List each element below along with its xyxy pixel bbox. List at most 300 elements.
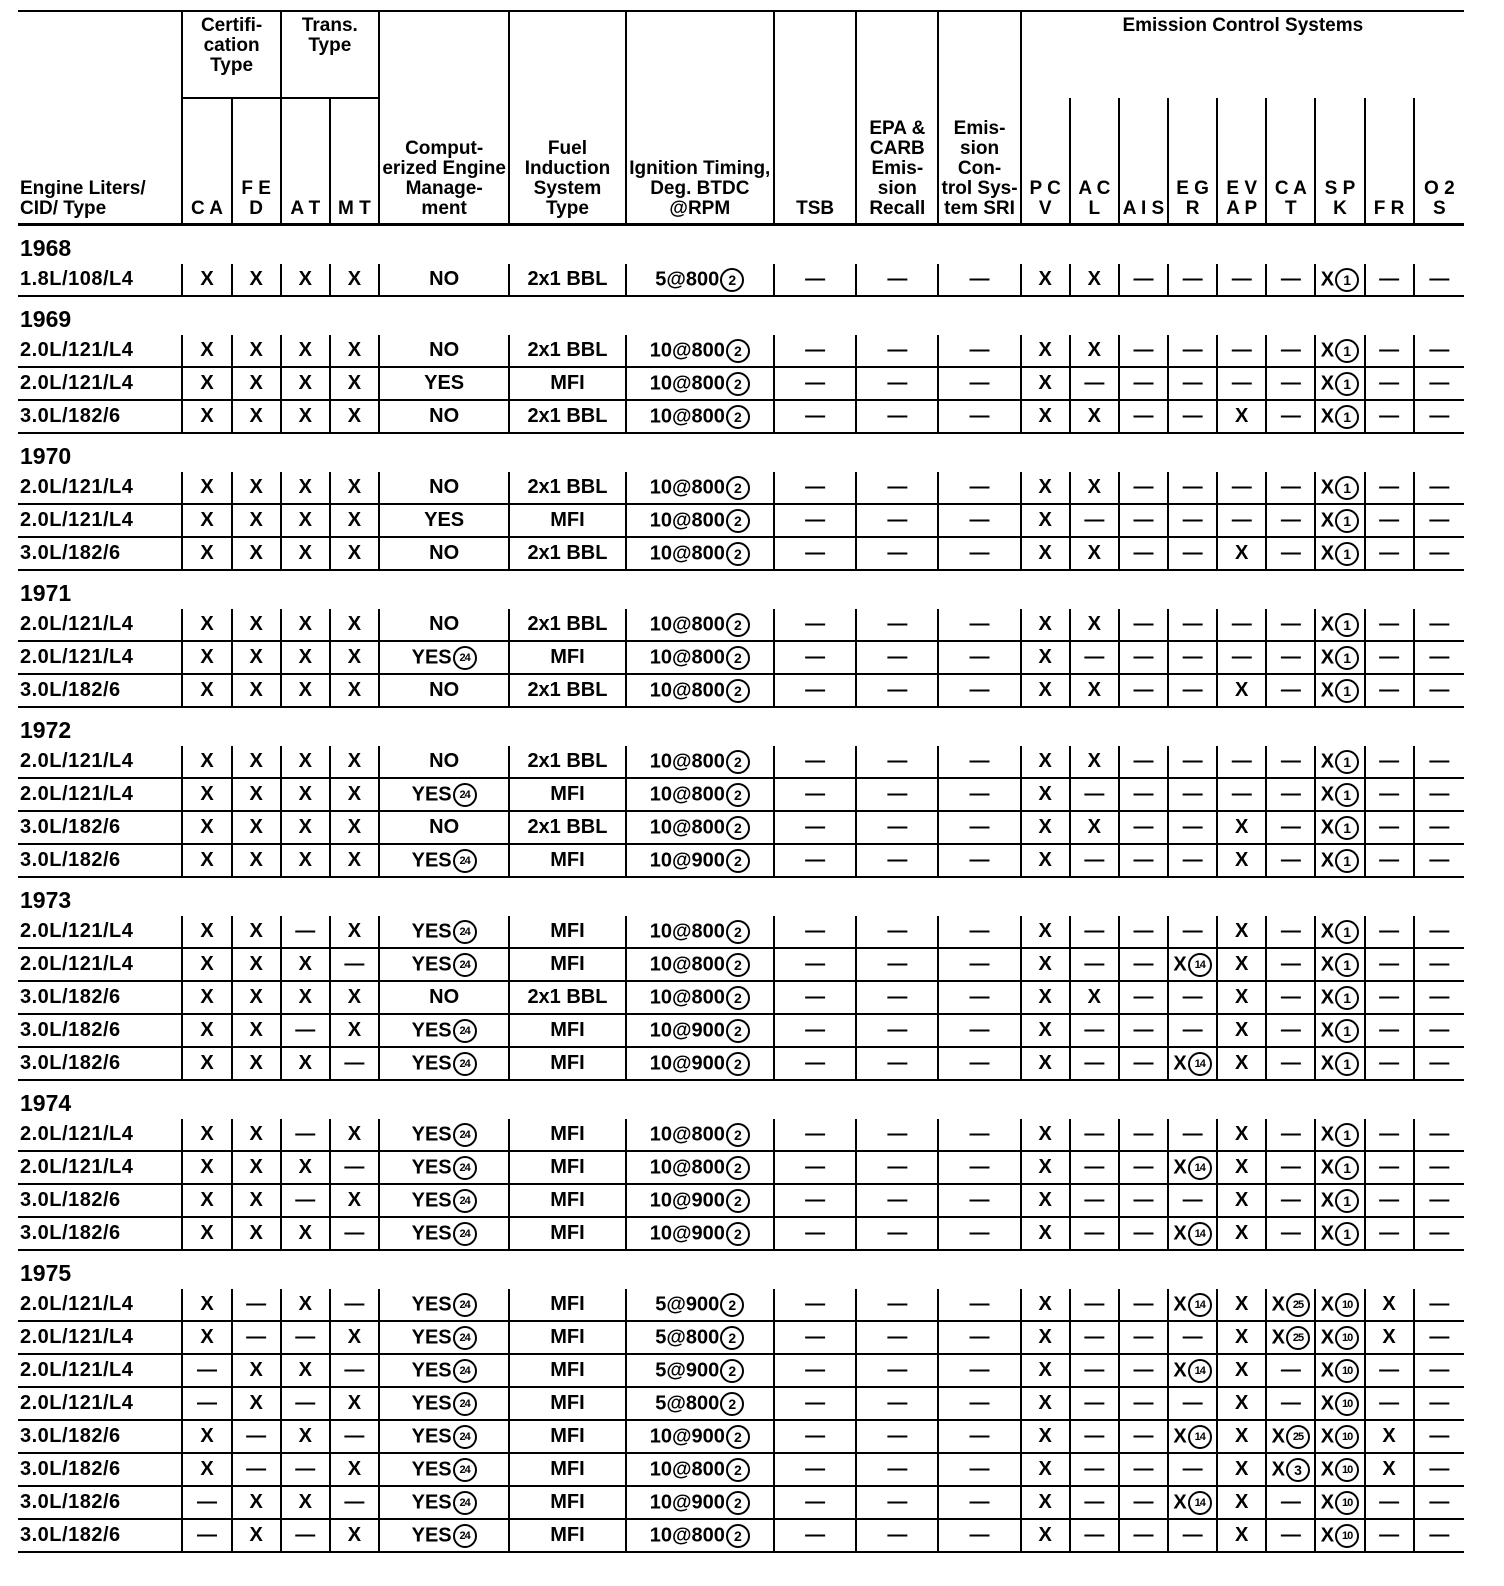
o2s-cell: —: [1414, 504, 1464, 537]
cat-cell: [1266, 844, 1315, 877]
header-ca: C A: [182, 98, 231, 225]
fuel-cell: MFI: [509, 641, 625, 674]
spk-cell: [1315, 1014, 1364, 1047]
egr-cell: [1168, 1321, 1217, 1354]
at-cell: X: [281, 472, 330, 504]
ca-cell: X: [182, 1151, 231, 1184]
spk-value: X: [1320, 404, 1335, 427]
spk-cell: [1315, 1047, 1364, 1080]
ign-value: 10@800: [649, 952, 725, 975]
cem-value: YES: [411, 1221, 452, 1244]
ign-cell: [626, 1420, 774, 1453]
o2s-cell: —: [1414, 400, 1464, 433]
footnote-circle: 2: [726, 1222, 750, 1246]
footnote-circle: 2: [726, 1425, 750, 1449]
o2s-cell: —: [1414, 537, 1464, 570]
cat-cell: [1266, 746, 1315, 778]
cem-value: YES: [411, 782, 452, 805]
tsb-cell: —: [774, 1354, 856, 1387]
cem-cell: [379, 400, 509, 433]
sri-cell: —: [938, 367, 1020, 400]
fed-cell: X: [232, 1387, 281, 1420]
cem-cell: [379, 1151, 509, 1184]
ca-cell: X: [182, 264, 231, 296]
acl-cell: X: [1070, 609, 1119, 641]
pcv-cell: X: [1021, 844, 1070, 877]
tsb-cell: —: [774, 746, 856, 778]
cem-cell: [379, 1014, 509, 1047]
acl-cell: —: [1070, 1354, 1119, 1387]
acl-cell: —: [1070, 1453, 1119, 1486]
epa-cell: —: [856, 811, 938, 844]
egr-value: —: [1182, 339, 1203, 361]
epa-cell: —: [856, 641, 938, 674]
ca-cell: X: [182, 811, 231, 844]
ign-value: 10@900: [649, 1188, 725, 1211]
cem-cell: [379, 641, 509, 674]
acl-cell: X: [1070, 746, 1119, 778]
egr-value: X: [1173, 1051, 1187, 1074]
mt-cell: X: [330, 674, 379, 707]
footnote-circle: 14: [1188, 1052, 1212, 1076]
cat-value: —: [1280, 1359, 1301, 1381]
ign-cell: [626, 504, 774, 537]
cem-value: NO: [429, 542, 460, 564]
egr-value: —: [1182, 783, 1203, 805]
o2s-cell: —: [1414, 916, 1464, 948]
pcv-cell: X: [1021, 1184, 1070, 1217]
evap-cell: X: [1217, 1453, 1266, 1486]
fuel-cell: MFI: [509, 1217, 625, 1250]
epa-cell: —: [856, 1420, 938, 1453]
at-cell: —: [281, 1387, 330, 1420]
table-row: [18, 1289, 1464, 1321]
egr-cell: [1168, 746, 1217, 778]
footnote-circle: 24: [453, 1491, 477, 1515]
mt-cell: X: [330, 264, 379, 296]
fuel-cell: MFI: [509, 1420, 625, 1453]
footnote-circle: 1: [1335, 1019, 1359, 1043]
sri-cell: —: [938, 1047, 1020, 1080]
spk-cell: [1315, 1519, 1364, 1552]
spk-value: X: [1320, 1018, 1335, 1041]
year-label: 1974: [20, 1090, 72, 1116]
table-row: [18, 981, 1464, 1014]
cat-cell: [1266, 1184, 1315, 1217]
spk-cell: [1315, 609, 1364, 641]
cem-value: NO: [429, 613, 460, 635]
ign-value: 10@800: [649, 1155, 725, 1178]
header-certification-type: Certifi- cation Type: [182, 11, 280, 98]
footnote-circle: 1: [1335, 542, 1359, 566]
footnote-circle: 24: [453, 1189, 477, 1213]
egr-value: X: [1173, 1424, 1187, 1447]
pcv-cell: X: [1021, 367, 1070, 400]
ign-cell: [626, 1486, 774, 1519]
cat-value: —: [1280, 268, 1301, 290]
footnote-circle: 2: [720, 1359, 744, 1383]
epa-cell: —: [856, 1387, 938, 1420]
fed-cell: X: [232, 641, 281, 674]
cem-value: YES: [411, 645, 452, 668]
cat-cell: [1266, 1217, 1315, 1250]
table-row: [18, 1119, 1464, 1151]
epa-cell: —: [856, 1217, 938, 1250]
o2s-cell: —: [1414, 1420, 1464, 1453]
fed-cell: X: [232, 609, 281, 641]
o2s-cell: —: [1414, 674, 1464, 707]
sri-cell: —: [938, 1486, 1020, 1519]
o2s-cell: —: [1414, 746, 1464, 778]
cem-cell: [379, 1289, 509, 1321]
table-body: [18, 225, 1464, 1553]
cem-value: NO: [429, 268, 460, 290]
cat-value: X: [1271, 1457, 1286, 1480]
ca-cell: X: [182, 674, 231, 707]
cem-value: YES: [411, 1188, 452, 1211]
ign-cell: [626, 472, 774, 504]
spk-cell: [1315, 367, 1364, 400]
sri-cell: —: [938, 1321, 1020, 1354]
cat-value: —: [1280, 646, 1301, 668]
cat-cell: [1266, 1354, 1315, 1387]
egr-cell: [1168, 811, 1217, 844]
fed-cell: —: [232, 1321, 281, 1354]
evap-cell: X: [1217, 981, 1266, 1014]
footnote-circle: 10: [1335, 1326, 1359, 1350]
footnote-circle: 2: [726, 953, 750, 977]
header-ais: A I S: [1119, 98, 1168, 225]
acl-cell: X: [1070, 537, 1119, 570]
at-cell: X: [281, 1486, 330, 1519]
spk-value: X: [1320, 952, 1335, 975]
fuel-cell: MFI: [509, 1184, 625, 1217]
epa-cell: —: [856, 1519, 938, 1552]
spk-cell: [1315, 1354, 1364, 1387]
sri-cell: —: [938, 609, 1020, 641]
egr-cell: [1168, 400, 1217, 433]
fed-cell: X: [232, 400, 281, 433]
egr-cell: [1168, 1354, 1217, 1387]
cat-value: —: [1280, 1156, 1301, 1178]
footnote-circle: 1: [1335, 372, 1359, 396]
ign-cell: [626, 335, 774, 367]
evap-cell: X: [1217, 1184, 1266, 1217]
cem-cell: [379, 1387, 509, 1420]
footnote-circle: 24: [453, 1222, 477, 1246]
sri-cell: —: [938, 1420, 1020, 1453]
spk-cell: [1315, 1289, 1364, 1321]
ca-cell: X: [182, 1321, 231, 1354]
pcv-cell: X: [1021, 1119, 1070, 1151]
footnote-circle: 1: [1335, 1189, 1359, 1213]
sri-cell: —: [938, 844, 1020, 877]
pcv-cell: X: [1021, 1519, 1070, 1552]
fed-cell: X: [232, 1354, 281, 1387]
fuel-cell: MFI: [509, 1387, 625, 1420]
fed-cell: X: [232, 1119, 281, 1151]
spk-cell: [1315, 504, 1364, 537]
footnote-circle: 1: [1335, 816, 1359, 840]
fr-cell: —: [1365, 1387, 1414, 1420]
table-row: [18, 400, 1464, 433]
pcv-cell: X: [1021, 1387, 1070, 1420]
cat-cell: [1266, 1047, 1315, 1080]
fr-cell: —: [1365, 1047, 1414, 1080]
tsb-cell: —: [774, 400, 856, 433]
ais-cell: —: [1119, 981, 1168, 1014]
at-cell: —: [281, 916, 330, 948]
header-engine: Engine Liters/ CID/ Type: [18, 11, 182, 225]
fr-cell: —: [1365, 641, 1414, 674]
acl-cell: —: [1070, 916, 1119, 948]
tsb-cell: —: [774, 844, 856, 877]
tsb-cell: —: [774, 778, 856, 811]
engine-cell: 2.0L/121/L4: [18, 1321, 182, 1354]
pcv-cell: X: [1021, 778, 1070, 811]
at-cell: X: [281, 1354, 330, 1387]
sri-cell: —: [938, 1519, 1020, 1552]
spk-cell: [1315, 746, 1364, 778]
at-cell: X: [281, 981, 330, 1014]
cat-value: —: [1280, 613, 1301, 635]
ais-cell: —: [1119, 1486, 1168, 1519]
pcv-cell: X: [1021, 400, 1070, 433]
footnote-circle: 24: [453, 1019, 477, 1043]
cem-cell: [379, 1420, 509, 1453]
ais-cell: —: [1119, 641, 1168, 674]
tsb-cell: —: [774, 1151, 856, 1184]
cat-value: X: [1271, 1325, 1286, 1348]
cem-value: YES: [411, 952, 452, 975]
tsb-cell: —: [774, 811, 856, 844]
cat-value: —: [1280, 679, 1301, 701]
fr-cell: —: [1365, 609, 1414, 641]
table-row: [18, 778, 1464, 811]
tsb-cell: —: [774, 609, 856, 641]
mt-cell: X: [330, 367, 379, 400]
fed-cell: X: [232, 1184, 281, 1217]
egr-value: X: [1173, 1221, 1187, 1244]
fr-cell: —: [1365, 335, 1414, 367]
fuel-cell: 2x1 BBL: [509, 335, 625, 367]
egr-cell: [1168, 537, 1217, 570]
engine-cell: 3.0L/182/6: [18, 1453, 182, 1486]
ign-cell: [626, 1217, 774, 1250]
spk-value: X: [1320, 1155, 1335, 1178]
egr-value: —: [1182, 750, 1203, 772]
cem-cell: [379, 472, 509, 504]
egr-value: —: [1182, 613, 1203, 635]
mt-cell: X: [330, 400, 379, 433]
spk-value: X: [1320, 1391, 1335, 1414]
epa-cell: —: [856, 1486, 938, 1519]
ign-cell: [626, 674, 774, 707]
fr-cell: —: [1365, 778, 1414, 811]
table-row: [18, 746, 1464, 778]
fr-cell: —: [1365, 916, 1414, 948]
cat-cell: [1266, 1486, 1315, 1519]
evap-cell: X: [1217, 1289, 1266, 1321]
footnote-circle: 2: [726, 1491, 750, 1515]
o2s-cell: —: [1414, 1151, 1464, 1184]
footnote-circle: 10: [1335, 1491, 1359, 1515]
cem-value: YES: [411, 1018, 452, 1041]
pcv-cell: X: [1021, 1486, 1070, 1519]
evap-cell: —: [1217, 264, 1266, 296]
pcv-cell: X: [1021, 916, 1070, 948]
epa-cell: —: [856, 472, 938, 504]
engine-cell: 2.0L/121/L4: [18, 1354, 182, 1387]
fed-cell: X: [232, 1217, 281, 1250]
at-cell: X: [281, 948, 330, 981]
spk-cell: [1315, 537, 1364, 570]
spk-value: X: [1320, 612, 1335, 635]
table-row: [18, 504, 1464, 537]
cem-cell: [379, 1453, 509, 1486]
ca-cell: X: [182, 1453, 231, 1486]
ais-cell: —: [1119, 367, 1168, 400]
acl-cell: —: [1070, 1486, 1119, 1519]
fuel-cell: MFI: [509, 1354, 625, 1387]
epa-cell: —: [856, 400, 938, 433]
spk-cell: [1315, 778, 1364, 811]
table-row: [18, 609, 1464, 641]
ign-value: 10@900: [649, 1018, 725, 1041]
cat-cell: [1266, 1321, 1315, 1354]
cat-cell: [1266, 264, 1315, 296]
cat-value: —: [1280, 405, 1301, 427]
engine-cell: 2.0L/121/L4: [18, 778, 182, 811]
fuel-cell: 2x1 BBL: [509, 264, 625, 296]
spk-value: X: [1320, 1490, 1335, 1513]
ign-cell: [626, 537, 774, 570]
fed-cell: —: [232, 1420, 281, 1453]
table-row: [18, 335, 1464, 367]
o2s-cell: —: [1414, 1387, 1464, 1420]
header-o2s: O 2 S: [1414, 98, 1464, 225]
evap-cell: X: [1217, 400, 1266, 433]
footnote-circle: 2: [726, 1052, 750, 1076]
year-label: 1969: [20, 306, 72, 332]
header-emission-control-systems: Emission Control Systems: [1021, 11, 1464, 98]
header-fr: F R: [1365, 98, 1414, 225]
ais-cell: —: [1119, 264, 1168, 296]
ais-cell: —: [1119, 811, 1168, 844]
tsb-cell: —: [774, 641, 856, 674]
spk-cell: [1315, 1119, 1364, 1151]
egr-value: —: [1182, 920, 1203, 942]
header-acl: A C L: [1070, 98, 1119, 225]
footnote-circle: 24: [453, 953, 477, 977]
ign-value: 5@800: [655, 1391, 720, 1414]
fr-cell: —: [1365, 264, 1414, 296]
spk-value: X: [1320, 267, 1335, 290]
egr-cell: [1168, 641, 1217, 674]
egr-cell: [1168, 1119, 1217, 1151]
evap-cell: X: [1217, 1387, 1266, 1420]
tsb-cell: —: [774, 264, 856, 296]
header-evap: E V A P: [1217, 98, 1266, 225]
cat-cell: [1266, 916, 1315, 948]
table-row: [18, 811, 1464, 844]
spk-cell: [1315, 811, 1364, 844]
tsb-cell: —: [774, 981, 856, 1014]
cat-value: X: [1271, 1424, 1286, 1447]
table-header: [18, 11, 1464, 225]
tsb-cell: —: [774, 1289, 856, 1321]
ca-cell: X: [182, 844, 231, 877]
footnote-circle: 1: [1335, 1052, 1359, 1076]
footnote-circle: 1: [1335, 750, 1359, 774]
tsb-cell: —: [774, 1217, 856, 1250]
cem-value: YES: [411, 1523, 452, 1546]
engine-cell: 2.0L/121/L4: [18, 1119, 182, 1151]
footnote-circle: 1: [1335, 679, 1359, 703]
ca-cell: X: [182, 335, 231, 367]
ign-value: 10@800: [649, 749, 725, 772]
cat-value: —: [1280, 953, 1301, 975]
table-row: [18, 1014, 1464, 1047]
footnote-circle: 25: [1286, 1425, 1310, 1449]
tsb-cell: —: [774, 1047, 856, 1080]
fuel-cell: 2x1 BBL: [509, 609, 625, 641]
pcv-cell: X: [1021, 609, 1070, 641]
ais-cell: —: [1119, 1321, 1168, 1354]
at-cell: X: [281, 264, 330, 296]
cem-value: YES: [411, 1391, 452, 1414]
evap-cell: X: [1217, 1047, 1266, 1080]
year-row: [18, 877, 1464, 916]
spk-value: X: [1320, 1122, 1335, 1145]
spk-value: X: [1320, 1424, 1335, 1447]
fr-cell: —: [1365, 472, 1414, 504]
epa-cell: —: [856, 537, 938, 570]
pcv-cell: X: [1021, 981, 1070, 1014]
fuel-cell: MFI: [509, 367, 625, 400]
table-row: [18, 641, 1464, 674]
fr-cell: —: [1365, 1014, 1414, 1047]
spk-cell: [1315, 400, 1364, 433]
fed-cell: X: [232, 811, 281, 844]
acl-cell: X: [1070, 335, 1119, 367]
o2s-cell: —: [1414, 778, 1464, 811]
cem-value: YES: [411, 919, 452, 942]
egr-value: X: [1173, 1358, 1187, 1381]
cem-value: YES: [424, 372, 465, 394]
tsb-cell: —: [774, 367, 856, 400]
epa-cell: —: [856, 844, 938, 877]
ign-value: 10@800: [649, 678, 725, 701]
at-cell: X: [281, 400, 330, 433]
year-row: [18, 433, 1464, 472]
epa-cell: —: [856, 1047, 938, 1080]
cem-value: NO: [429, 476, 460, 498]
egr-value: —: [1182, 1123, 1203, 1145]
cem-cell: [379, 1486, 509, 1519]
engine-cell: 3.0L/182/6: [18, 1217, 182, 1250]
tsb-cell: —: [774, 1184, 856, 1217]
table-row: [18, 367, 1464, 400]
footnote-circle: 1: [1335, 405, 1359, 429]
ign-value: 10@800: [649, 1122, 725, 1145]
evap-cell: X: [1217, 1014, 1266, 1047]
cat-cell: [1266, 609, 1315, 641]
fed-cell: X: [232, 948, 281, 981]
sri-cell: —: [938, 811, 1020, 844]
pcv-cell: X: [1021, 1047, 1070, 1080]
evap-cell: —: [1217, 641, 1266, 674]
